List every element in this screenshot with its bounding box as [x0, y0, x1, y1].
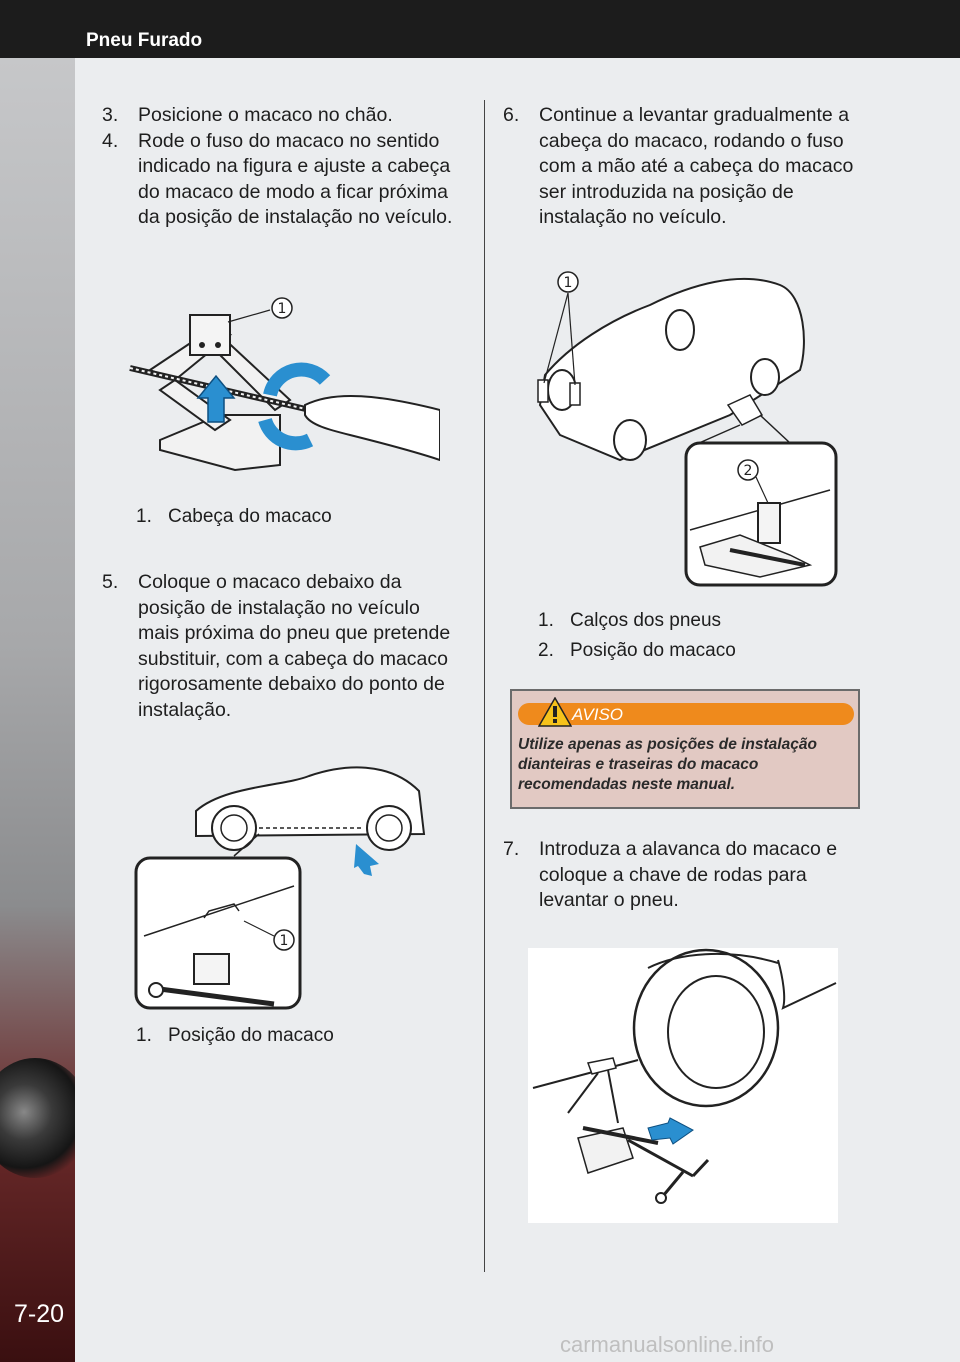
headlight-image [0, 1058, 75, 1178]
caption-item: 1. Cabeça do macaco [136, 506, 332, 527]
step-6-block [503, 103, 863, 231]
wheel-chocks-figure [530, 265, 840, 590]
callout-1: 1 [563, 275, 573, 291]
header-bar [0, 0, 960, 58]
column-divider [484, 100, 485, 1272]
callout-1: 1 [279, 933, 289, 949]
step-5-block [102, 570, 462, 723]
warning-label: AVISO [572, 705, 624, 724]
fig2-caption [136, 1021, 436, 1051]
step-7: 7. Introduza a alavanca do macaco e coloque a chave de rodas para levantar o pneu. [503, 838, 838, 911]
jack-head-figure [120, 290, 440, 480]
fig1-caption [136, 502, 436, 532]
sidebar [0, 58, 75, 1362]
warning-text: Utilize apenas as posições de instalação dianteiras e traseiras do macaco recomendadas neste manual. [518, 736, 817, 793]
caption-item: 1. Posição do macaco [136, 1025, 334, 1046]
fig3-caption [538, 606, 838, 666]
watermark: carmanualsonline.info [560, 1332, 775, 1357]
page-number: 7-20 [14, 1300, 65, 1328]
warning-box [510, 689, 860, 809]
warning-header [518, 703, 854, 725]
lift-tire-figure [528, 948, 838, 1223]
section-title: Pneu Furado [86, 30, 203, 51]
callout-1: 1 [277, 301, 287, 317]
callout-2: 2 [743, 463, 753, 479]
step-5: 5. Coloque o macaco debaixo da posição de instalação no veículo mais próxima do pneu que pretende substituir, com a cabeça do macaco rigorosamente debaixo do ponto de instalação. [102, 571, 451, 721]
warning-icon [538, 697, 572, 727]
step-7-block [503, 837, 863, 914]
jack-position-figure [134, 756, 434, 1011]
step-6: 6. Continue a levantar gradualmente a cabeça do macaco, rodando o fuso com a mão até a cabeça do macaco ser introduzida na posição de instalação no veículo. [503, 104, 854, 228]
caption-item: 2. Posição do macaco [538, 640, 736, 661]
left-steps [102, 103, 462, 231]
caption-item: 1. Calços dos pneus [538, 610, 722, 631]
step-3: 3. Posicione o macaco no chão. [102, 104, 393, 126]
step-4: 4. Rode o fuso do macaco no sentido indicado na figura e ajuste a cabeça do macaco de modo a ficar próxima da posição de instalação no veículo. [102, 129, 453, 228]
